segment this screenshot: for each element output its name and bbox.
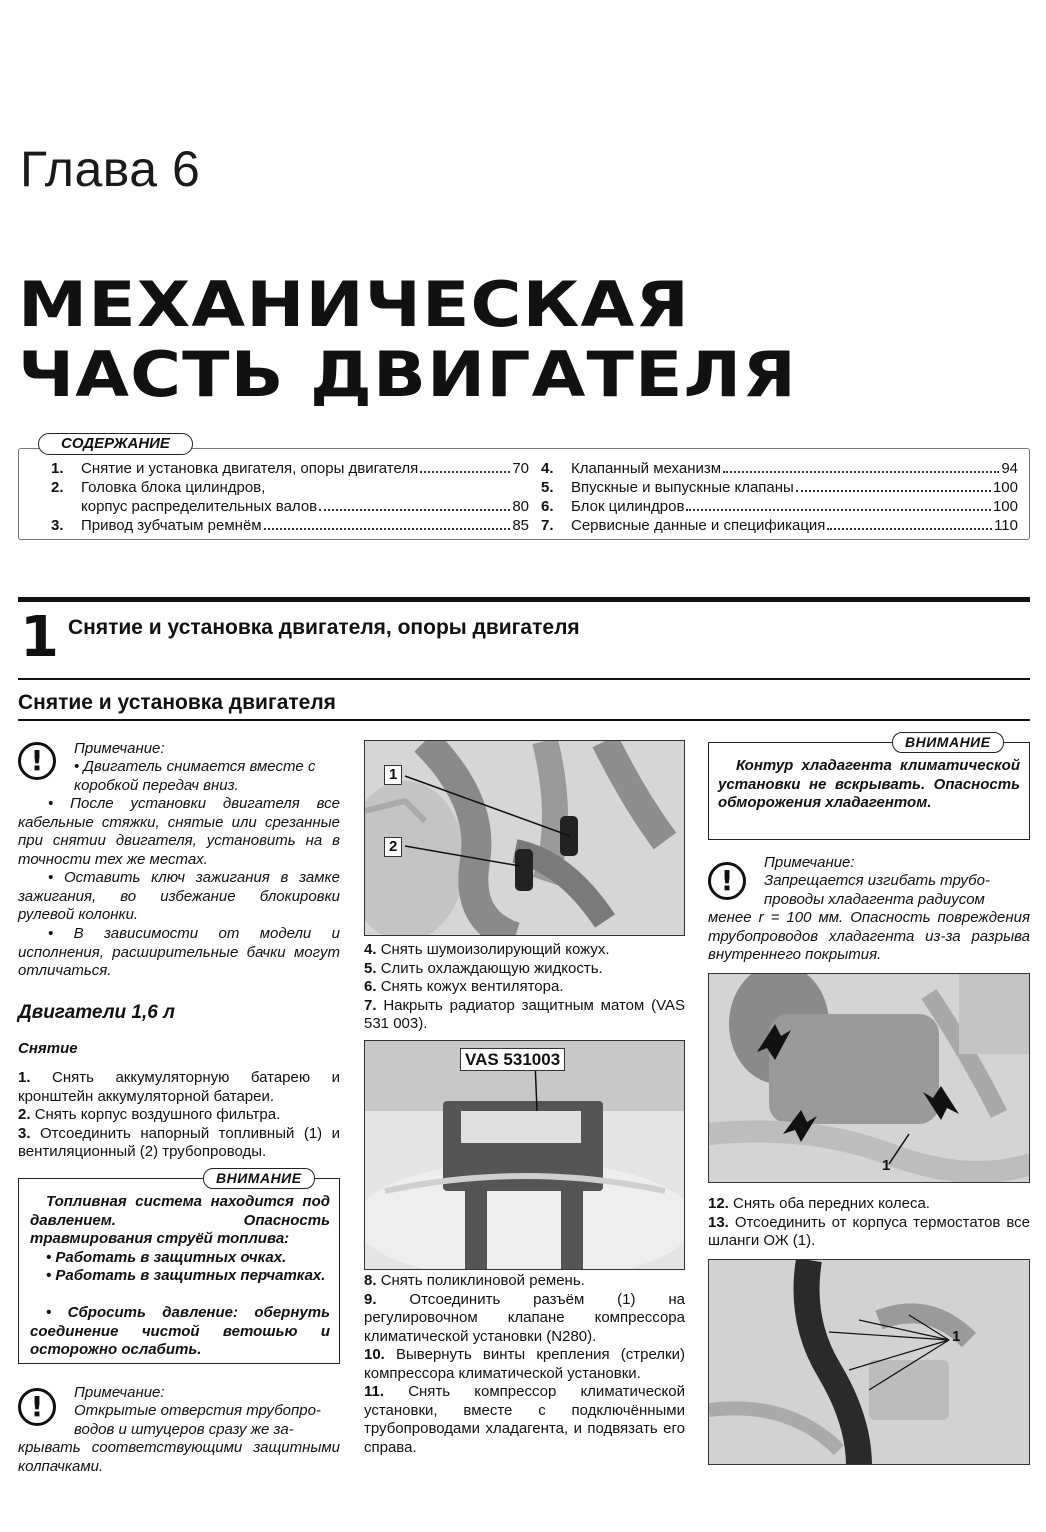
fuel-lines-illustration xyxy=(365,741,685,936)
toc-text: Сервисные данные и спецификация xyxy=(571,517,826,534)
toc-page: 85 xyxy=(512,517,529,534)
toc-text: Клапанный механизм xyxy=(571,460,722,477)
callout-label: VAS 531003 xyxy=(460,1048,565,1071)
toc-page: 100 xyxy=(992,479,1018,496)
note-text: • В зависимости от модели и исполнения, расширительные бачки могут отличаться. xyxy=(18,925,340,979)
steps-list xyxy=(364,941,685,1034)
toc-num xyxy=(51,497,81,516)
toc-num: 1. xyxy=(51,460,64,477)
step-item: 6. Снять кожух вентилятора. xyxy=(364,978,564,995)
callout-label: 1 xyxy=(952,1328,961,1345)
step-item: 3. Отсоединить напорный топливный (1) и вентиляционный (2) трубопроводы. xyxy=(18,1124,340,1160)
note-text: Запрещается изгибать трубо- проводы хладагента радиусом xyxy=(764,872,990,908)
toc-page: 94 xyxy=(1001,460,1018,477)
step-item: 9. Отсоединить разъём (1) на регулировочном клапане компрессора климатической установки (N280). xyxy=(364,1290,685,1345)
steps-list xyxy=(708,1195,1030,1251)
section-title: Снятие и установка двигателя, опоры двигателя xyxy=(68,616,580,639)
toc-text: Снятие и установка двигателя, опоры двигателя xyxy=(81,460,419,477)
thermostat-hoses-photo xyxy=(708,1259,1030,1465)
step-item: 10. Вывернуть винты крепления (стрелки) компрессора климатической установки. xyxy=(364,1346,685,1382)
exclamation-icon: ! xyxy=(18,1388,56,1426)
note-text: Открытые отверстия трубопро- водов и штуцеров сразу же за- xyxy=(74,1402,321,1438)
engines-heading: Двигатели 1,6 л xyxy=(18,1002,175,1023)
ac-compressor-photo xyxy=(708,973,1030,1183)
step-item: 4. Снять шумоизолирующий кожух. xyxy=(364,941,610,958)
step-item: 7. Накрыть радиатор защитным матом (VAS 531 003). xyxy=(364,996,685,1032)
toc-page: 80 xyxy=(512,498,529,515)
warning-text: • Работать в защитных очках. xyxy=(46,1249,287,1266)
warning-text: • Сбросить давление: обернуть соединение чистой ветошью и осторожно ослабить. xyxy=(30,1304,330,1358)
step-item: 2. Снять корпус воздушного фильтра. xyxy=(18,1106,281,1123)
steps-list xyxy=(364,1272,685,1457)
note-heading: Примечание: xyxy=(74,740,165,757)
toc-num: 2. xyxy=(51,479,64,496)
toc-item[interactable] xyxy=(51,516,529,535)
toc-num: 4. xyxy=(541,460,554,477)
step-item: 11. Снять компрессор климатической установки, вместе с подключёнными трубопроводами хладагента, и подвязать его справа. xyxy=(364,1383,685,1456)
toc-page: 100 xyxy=(992,498,1018,515)
toc-page: 110 xyxy=(994,517,1018,534)
warning-text: • Работать в защитных перчатках. xyxy=(46,1267,326,1284)
section-rule-top xyxy=(18,597,1030,602)
subsection-title: Снятие и установка двигателя xyxy=(18,691,336,714)
note-text: • После установки двигателя все кабельные стяжки, снятые или срезанные при снятии двигателя, установить на в точности тех же местах. xyxy=(18,795,340,868)
removal-heading: Снятие xyxy=(18,1040,78,1057)
note-heading: Примечание: xyxy=(764,854,855,871)
exclamation-icon: ! xyxy=(708,862,746,900)
note-text: • Оставить ключ зажигания в замке зажигания, во избежание блокировки рулевой колонки. xyxy=(18,869,340,923)
note-text: • Двигатель снимается вместе с коробкой передач вниз. xyxy=(74,758,316,794)
note-text: крывать соответствующими защитными колпачками. xyxy=(18,1439,340,1475)
toc-num: 3. xyxy=(51,517,64,534)
section-number: 1 xyxy=(20,605,59,670)
toc-tag: СОДЕРЖАНИЕ xyxy=(38,433,193,455)
toc-text: Впускные и выпускные клапаны xyxy=(571,479,794,496)
toc-item[interactable] xyxy=(541,459,1018,478)
note-heading: Примечание: xyxy=(74,1384,165,1401)
toc-text: Головка блока цилиндров, xyxy=(81,479,266,496)
step-item: 5. Слить охлаждающую жидкость. xyxy=(364,959,603,977)
note-text: менее r = 100 мм. Опасность повреждения трубопроводов хладагента из-за разрыва внутреннего покрытия. xyxy=(708,909,1030,963)
section-rule-bottom xyxy=(18,678,1030,680)
toc-item[interactable] xyxy=(541,516,1018,535)
step-item: 8. Снять поликлиновой ремень. xyxy=(364,1272,585,1289)
chapter-title-line2: ЧАСТЬ ДВИГАТЕЛЯ xyxy=(18,338,797,411)
toc-item[interactable] xyxy=(541,478,1018,497)
warning-tag: ВНИМАНИЕ xyxy=(203,1168,315,1189)
toc-num: 6. xyxy=(541,498,554,515)
exclamation-icon: ! xyxy=(18,742,56,780)
chapter-label: Глава 6 xyxy=(20,141,201,197)
ac-compressor-illustration xyxy=(709,974,1030,1183)
toc-text: Блок цилиндров xyxy=(571,498,685,515)
toc-text: Привод зубчатым ремнём xyxy=(81,517,262,534)
radiator-mat-photo xyxy=(364,1040,685,1270)
thermostat-hoses-illustration xyxy=(709,1260,1030,1465)
toc-num: 5. xyxy=(541,479,554,496)
chapter-title-line1: МЕХАНИЧЕСКАЯ xyxy=(18,268,690,341)
toc-item[interactable] xyxy=(51,478,529,497)
toc-page: 70 xyxy=(512,460,529,477)
step-item: 13. Отсоединить от корпуса термостатов все шланги ОЖ (1). xyxy=(708,1213,1030,1249)
subsection-rule xyxy=(18,719,1030,721)
radiator-mat-illustration xyxy=(365,1041,685,1270)
steps-list xyxy=(18,1069,340,1162)
toc-num: 7. xyxy=(541,517,554,534)
callout-label: 2 xyxy=(384,837,402,857)
step-item: 12. Снять оба передних колеса. xyxy=(708,1195,930,1212)
callout-label: 1 xyxy=(882,1157,891,1174)
callout-label: 1 xyxy=(384,765,402,785)
engine-fuel-lines-photo xyxy=(364,740,685,936)
toc-box xyxy=(18,448,1030,540)
toc-item[interactable] xyxy=(541,497,1018,516)
warning-text: Контур хладагента климатической установки не вскрывать. Опасность обморожения хладагентом. xyxy=(718,757,1020,811)
toc-item[interactable] xyxy=(51,459,529,478)
warning-text: Топливная система находится под давлением. Опасность травмирования струёй топлива: xyxy=(30,1193,330,1247)
toc-item[interactable] xyxy=(51,497,529,516)
warning-tag: ВНИМАНИЕ xyxy=(892,732,1004,753)
step-item: 1. Снять аккумуляторную батарею и кронштейн аккумуляторной батареи. xyxy=(18,1069,340,1105)
toc-text: корпус распределительных валов xyxy=(81,498,318,515)
